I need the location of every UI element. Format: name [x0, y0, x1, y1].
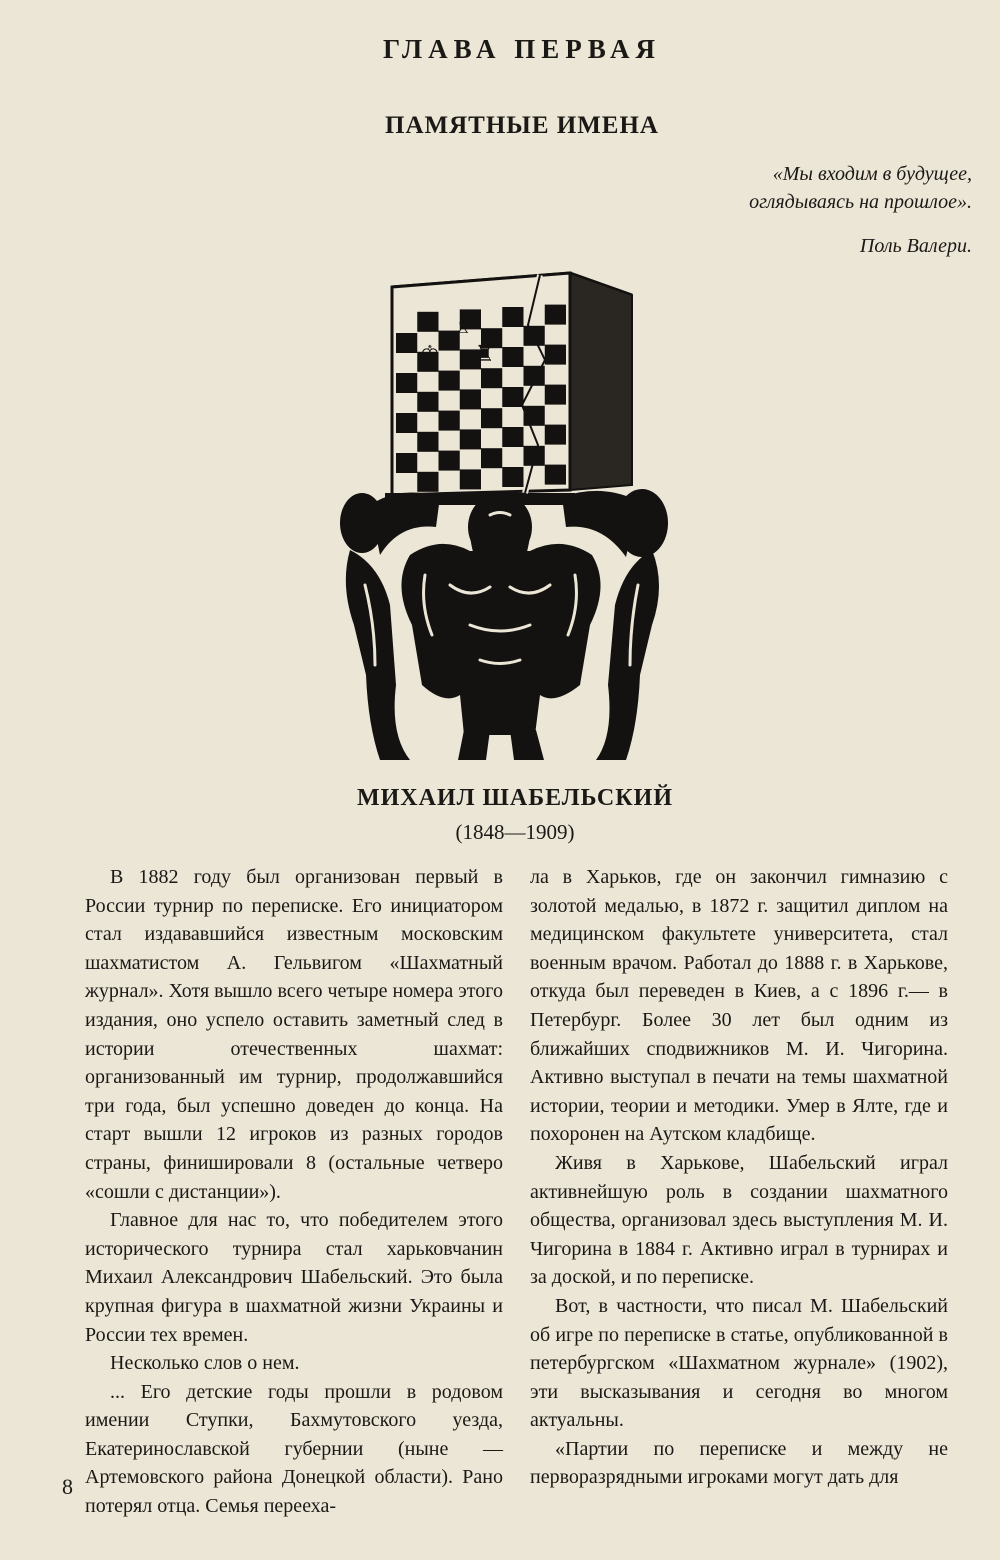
paragraph: ... Его детские годы прошли в родовом имении Ступки, Бахмутовского уезда, Екатеринославской губернии (ныне — Артемовского района Донецкой области). Рано потерял отца. Семья перееха-	[85, 1380, 503, 1518]
section-title: ПАМЯТНЫЕ ИМЕНА	[385, 112, 659, 139]
person-years: (1848—1909)	[455, 820, 575, 844]
paragraph: Несколько слов о нем.	[110, 1352, 300, 1375]
atlas-holding-chessboard-icon	[340, 265, 670, 765]
epigraph-line-2: оглядываясь на прошлое».	[749, 191, 972, 213]
chapter-title: ГЛАВА ПЕРВАЯ	[382, 34, 662, 64]
bishop-icon: ♗	[453, 314, 473, 339]
paragraph: Живя в Харькове, Шабельский играл активнейшую роль в создании шахматного общества, организовал здесь выступления М. И. Чигорина в 1884 г. Активно играл в турнирах и за доской, и по переписке.	[530, 1151, 948, 1289]
rook-icon: ♜	[475, 342, 495, 367]
board-square	[417, 392, 438, 412]
board-square	[545, 345, 566, 365]
person-name: МИХАИЛ ШАБЕЛЬСКИЙ	[356, 785, 673, 811]
page-number: 8	[62, 1474, 73, 1499]
board-square	[396, 413, 417, 433]
board-square	[417, 472, 438, 492]
board-square	[481, 408, 502, 428]
board-square	[396, 453, 417, 473]
board-square	[545, 425, 566, 445]
board-square	[439, 371, 460, 391]
paragraph-continuation: ла в Харьков, где он закончил гимназию с золотой медалью, в 1872 г. защитил диплом на медицинском факультете университета, стал военным врачом. Работал до 1888 г. в Харькове, откуда был переведен в Киев, а с 1896 г.— в Петербург. Более 30 лет был одним из ближайших сподвижников М. И. Чигорина. Активно выступал в печати на темы шахматной истории, теории и методики. Умер в Ялте, где и похоронен на Аутском кладбище.	[530, 866, 948, 1146]
board-square	[481, 448, 502, 468]
board-square	[502, 307, 523, 327]
king-icon: ♔	[420, 342, 440, 367]
board-square	[396, 333, 417, 353]
board-square	[524, 366, 545, 386]
paragraph: Вот, в частности, что писал М. Шабельский об игре по переписке в статье, опубликованной в петербургском «Шахматном журнале» (1902), эти высказывания и сегодня во многом актуальны.	[530, 1294, 948, 1432]
board-square	[460, 389, 481, 409]
board-square	[417, 312, 438, 332]
right-column	[530, 863, 948, 1492]
board-square	[481, 368, 502, 388]
board-square	[396, 373, 417, 393]
board-square	[417, 432, 438, 452]
board-square	[545, 305, 566, 325]
board-square	[439, 411, 460, 431]
board-square	[439, 451, 460, 471]
epigraph-line-1: «Мы входим в будущее,	[772, 163, 972, 185]
left-column	[85, 863, 503, 1521]
paragraph: Главное для нас то, что победителем этого исторического турнира стал харьковчанин Михаил Александрович Шабельский. Это была крупная фигура в шахматной жизни Украины и России тех времен.	[85, 1209, 503, 1346]
board-square	[545, 465, 566, 485]
board-square	[460, 429, 481, 449]
board-square	[502, 467, 523, 487]
board-square	[460, 469, 481, 489]
epigraph	[512, 160, 972, 260]
paragraph: В 1882 году был организован первый в России турнир по переписке. Его инициатором стал издававшийся известным московским шахматистом А. Гельвигом «Шахматный журнал». Хотя вышло всего четыре номера этого издания, оно успело оставить заметный след в истории отечественных шахмат: организованный им турнир, продолжавшийся три года, был успешно доведен до конца. На старт вышли 12 игроков из разных городов страны, финишировали 8 (остальные четверо «сошли с дистанции»).	[85, 866, 503, 1203]
board-square	[502, 347, 523, 367]
board-square	[524, 446, 545, 466]
board-square	[502, 427, 523, 447]
board-square	[502, 387, 523, 407]
board-square	[524, 406, 545, 426]
paragraph: «Партии по переписке и между не перворазрядными игроками могут дать для	[530, 1437, 948, 1489]
board-square	[524, 326, 545, 346]
epigraph-author: Поль Валери.	[859, 235, 972, 257]
board-square	[545, 385, 566, 405]
